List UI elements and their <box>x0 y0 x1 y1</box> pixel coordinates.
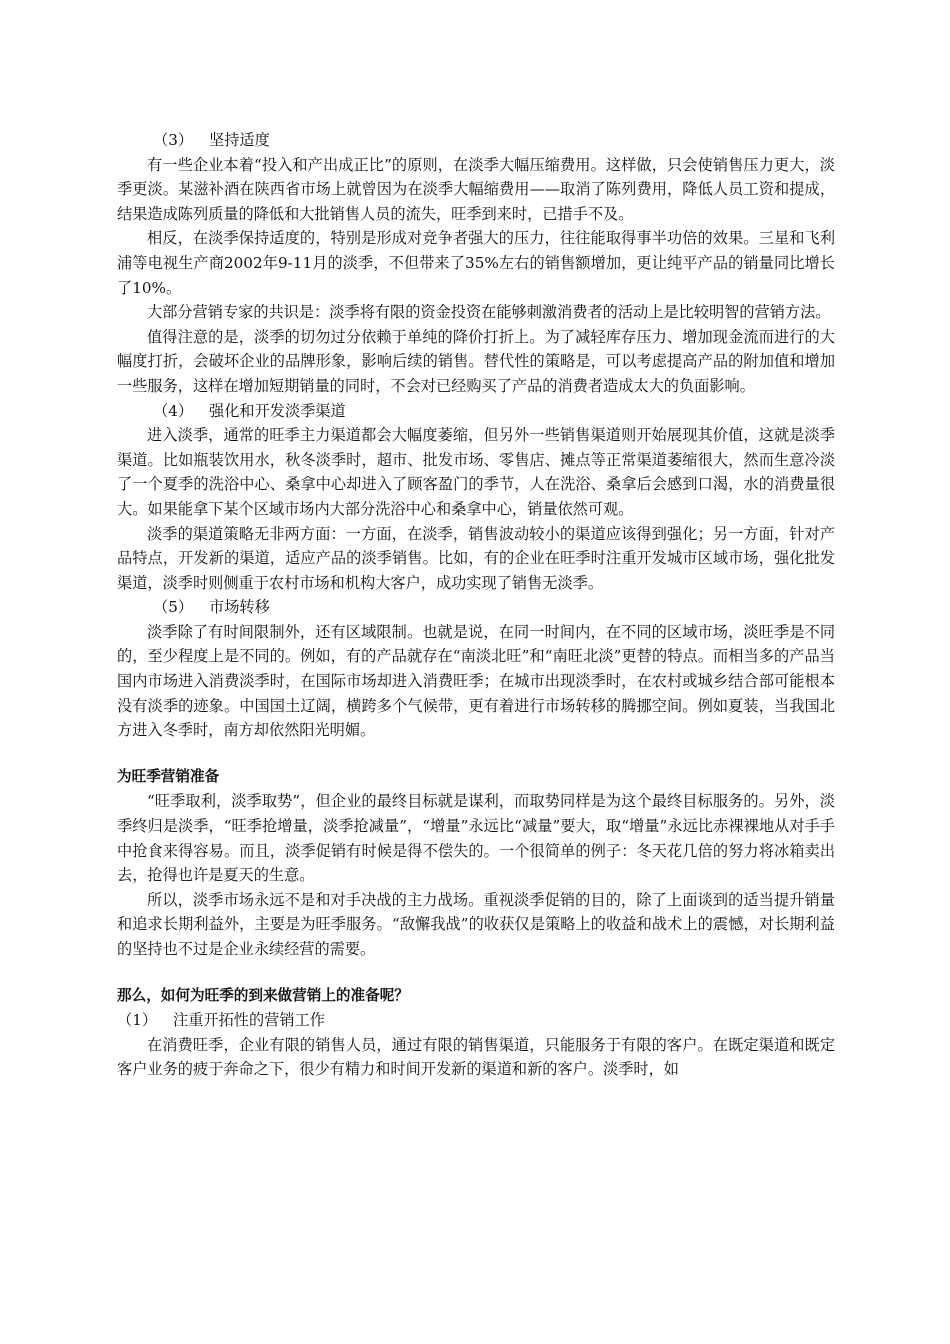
paragraph: 值得注意的是，淡季的切勿过分依赖于单纯的降价打折上。为了减轻库存压力、增加现金流而进行的大幅度打折，会破坏企业的品牌形象，影响后续的销售。替代性的策略是，可以考虑提高产品的附加值和增加一些服务，这样在增加短期销量的同时，不会对已经购买了产品的消费者造成太大的负面影响。 <box>117 327 835 395</box>
section-heading: 那么，如何为旺季的到来做营销上的准备呢？ <box>117 986 409 1004</box>
item-number: （3） <box>153 131 194 149</box>
item-1 <box>117 1008 835 1033</box>
item-number: （1） <box>117 1011 158 1030</box>
spacer <box>117 962 835 984</box>
paragraph: 进入淡季，通常的旺季主力渠道都会大幅度萎缩，但另外一些销售渠道则开始展现其价值，这就是淡季渠道。比如瓶装饮用水，秋冬淡季时，超市、批发市场、零售店、摊点等正常渠道萎缩很大，然而生意冷淡了一个夏季的洗浴中心、桑拿中心却进入了顾客盈门的季节，人在洗浴、桑拿后会感到口渴，水的消费量很大。如果能拿下某个区域市场内大部分洗浴中心和桑拿中心，销量依然可观。 <box>117 426 835 518</box>
document-page <box>117 128 835 1082</box>
paragraph: “旺季取利，淡季取势”，但企业的最终目标就是谋利，而取势同样是为这个最终目标服务的。另外，淡季终归是淡季，“旺季抢增量，淡季抢减量”，“增量”永远比“减量”要大，取“增量”永远比赤裸裸地从对手手中抢食来得容易。而且，淡季促销有时候是得不偿失的。一个很简单的例子：冬天花几倍的努力将冰箱卖出去，抢得也许是夏天的生意。 <box>117 792 835 885</box>
paragraph: 有一些企业本着“投入和产出成正比”的原则，在淡季大幅压缩费用。这样做，只会使销售压力更大，淡季更淡。某滋补酒在陕西省市场上就曾因为在淡季大幅缩费用——取消了陈列费用，降低人员工资和提成，结果造成陈列质量的降低和大批销售人员的流失，旺季到来时，已措手不及。 <box>117 155 835 223</box>
item-4 <box>117 399 835 424</box>
item-number: （5） <box>153 598 194 617</box>
item-title: 注重开拓性的营销工作 <box>173 1011 325 1030</box>
paragraph: 在消费旺季，企业有限的销售人员，通过有限的销售渠道，只能服务于有限的客户。在既定渠道和既定客户业务的疲于奔命之下，很少有精力和时间开发新的渠道和新的客户。淡季时，如 <box>117 1035 835 1079</box>
item-3 <box>117 128 835 153</box>
paragraph: 淡季除了有时间限制外，还有区域限制。也就是说，在同一时间内，在不同的区域市场，淡旺季是不同的，至少程度上是不同的。例如，有的产品就存在“南淡北旺”和“南旺北淡”更替的特点。而相当多的产品当国内市场进入消费淡季时，在国际市场却进入消费旺季；在城市出现淡季时，在农村或城乡结合部可能根本没有淡季的迹象。中国国土辽阔，横跨多个气候带，更有着进行市场转移的腾挪空间。例如夏装，当我国北方进入冬季时，南方却依然阳光明媚。 <box>117 622 835 740</box>
paragraph: 所以，淡季市场永远不是和对手决战的主力战场。重视淡季促销的目的，除了上面谈到的适当提升销量和追求长期利益外，主要是为旺季服务。“敌懈我战”的收获仅是策略上的收益和战术上的震憾，对长期利益的坚持也不过是企业永续经营的需要。 <box>117 890 835 958</box>
paragraph: 相反，在淡季保持适度的，特别是形成对竞争者强大的压力，往往能取得事半功倍的效果。三星和飞利浦等电视生产商2002年9-11月的淡季，不但带来了35%左右的销售额增加，更让纯平产品的销量同比增长了10%。 <box>117 229 835 297</box>
item-number: （4） <box>153 401 194 420</box>
spacer <box>117 743 835 765</box>
item-5 <box>117 595 835 620</box>
item-title: 强化和开发淡季渠道 <box>209 401 346 420</box>
paragraph: 淡季的渠道策略无非两方面：一方面，在淡季，销售波动较小的渠道应该得到强化；另一方面，针对产品特点，开发新的渠道，适应产品的淡季销售。比如，有的企业在旺季时注重开发城市区域市场，强化批发渠道，淡季时则侧重于农村市场和机构大客户，成功实现了销售无淡季。 <box>117 524 835 592</box>
section-heading: 为旺季营销准备 <box>117 767 220 785</box>
item-title: 坚持适度 <box>209 131 270 149</box>
item-title: 市场转移 <box>209 598 270 617</box>
paragraph: 大部分营销专家的共识是：淡季将有限的资金投资在能够刺激消费者的活动上是比较明智的营销方法。 <box>147 303 831 322</box>
